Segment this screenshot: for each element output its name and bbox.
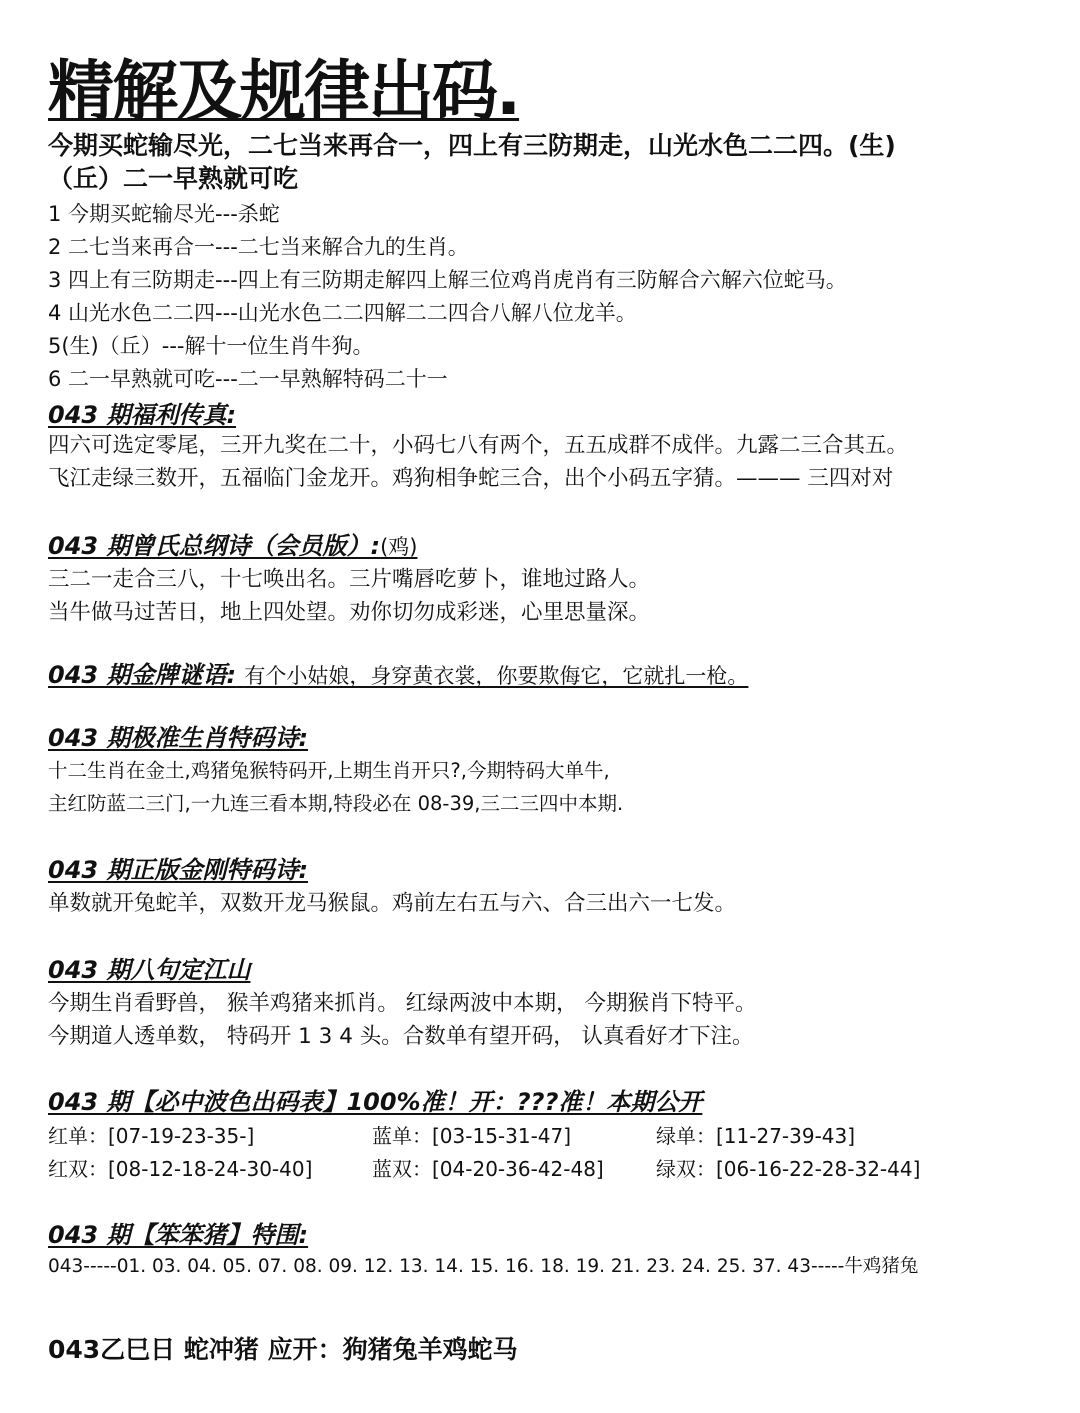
explanation-item: 2 二七当来再合一---二七当来解合九的生肖。 xyxy=(48,235,469,259)
explanation-item: 5(生)（丘）---解十一位生肖牛狗。 xyxy=(48,334,374,358)
jinpai-riddle-text: 有个小姑娘，身穿黄衣裳，你要欺侮它，它就扎一枪。 xyxy=(244,664,749,688)
section-heading-jingang: 043 期正版金刚特码诗: xyxy=(48,856,309,884)
bose-green-single: 绿单：[11-27-39-43] xyxy=(656,1124,856,1148)
jizhun-line: 十二生肖在金土,鸡猪兔猴特码开,上期生肖开只?,今期特码大单牛, xyxy=(48,759,610,782)
section-heading-fuli: 043 期福利传真: xyxy=(48,401,237,429)
zeng-heading-text: 043 期曾氏总纲诗（会员版）: xyxy=(48,532,381,560)
zeng-heading-tail: (鸡) xyxy=(380,535,418,559)
fuli-line: 四六可选定零尾，三开九奖在二十，小码七八有两个，五五成群不成伴。九露二三合其五。 xyxy=(48,433,909,458)
bendz-numbers: 043-----01. 03. 04. 05. 07. 08. 09. 12. 13. 14. 15. 16. 18. 19. 21. 23. 24. 25. 37. 43-----牛鸡猪兔 xyxy=(48,1256,919,1277)
footer-summary: 043乙巳日 蛇冲猪 应开：狗猪兔羊鸡蛇马 xyxy=(48,1335,518,1364)
section-heading-jizhun: 043 期极准生肖特码诗: xyxy=(48,724,309,752)
bose-green-double: 绿双：[06-16-22-28-32-44] xyxy=(656,1157,921,1181)
explanation-item: 6 二一早熟就可吃---二一早熟解特码二十一 xyxy=(48,367,448,391)
section-heading-bajuju: 043 期八句定江山 xyxy=(48,956,251,984)
zeng-line: 三二一走合三八，十七唤出名。三片嘴唇吃萝卜，谁地过路人。 xyxy=(48,567,651,592)
fuli-line: 飞江走绿三数开，五福临门金龙开。鸡狗相争蛇三合，出个小码五字猜。——— 三四对对 xyxy=(48,466,894,491)
bose-blue-double: 蓝双：[04-20-36-42-48] xyxy=(372,1157,604,1181)
section-heading-jinpai xyxy=(48,655,748,690)
jizhun-line: 主红防蓝二三门,一九连三看本期,特段必在 08-39,三二三四中本期. xyxy=(48,792,624,815)
section-heading-bendz: 043 期【笨笨猪】特围: xyxy=(48,1221,309,1249)
section-heading-zeng xyxy=(48,526,417,561)
intro-line-2: （丘）二一早熟就可吃 xyxy=(48,164,299,193)
bose-red-single: 红单：[07-19-23-35-] xyxy=(48,1124,255,1148)
page-title: 精解及规律出码. xyxy=(48,53,520,130)
bajuju-line: 今期道人透单数， 特码开 1 3 4 头。合数单有望开码， 认真看好才下注。 xyxy=(48,1024,754,1049)
explanation-item: 1 今期买蛇输尽光---杀蛇 xyxy=(48,202,280,226)
jingang-text: 单数就开兔蛇羊，双数开龙马猴鼠。鸡前左右五与六、合三出六一七发。 xyxy=(48,891,737,916)
bajuju-line: 今期生肖看野兽， 猴羊鸡猪来抓肖。 红绿两波中本期， 今期猴肖下特平。 xyxy=(48,991,757,1016)
section-heading-bose: 043 期【必中波色出码表】100%准！开：???准！本期公开 xyxy=(48,1088,703,1116)
zeng-line: 当牛做马过苦日，地上四处望。劝你切勿成彩迷，心里思量深。 xyxy=(48,600,651,625)
explanation-item: 4 山光水色二二四---山光水色二二四解二二四合八解八位龙羊。 xyxy=(48,301,637,325)
explanation-item: 3 四上有三防期走---四上有三防期走解四上解三位鸡肖虎肖有三防解合六解六位蛇马。 xyxy=(48,268,847,292)
bose-red-double: 红双：[08-12-18-24-30-40] xyxy=(48,1157,313,1181)
bose-blue-single: 蓝单：[03-15-31-47] xyxy=(372,1124,572,1148)
jinpai-heading-text: 043 期金牌谜语: xyxy=(48,661,237,689)
intro-line-1: 今期买蛇输尽光，二七当来再合一，四上有三防期走，山光水色二二四。(生) xyxy=(48,131,896,160)
